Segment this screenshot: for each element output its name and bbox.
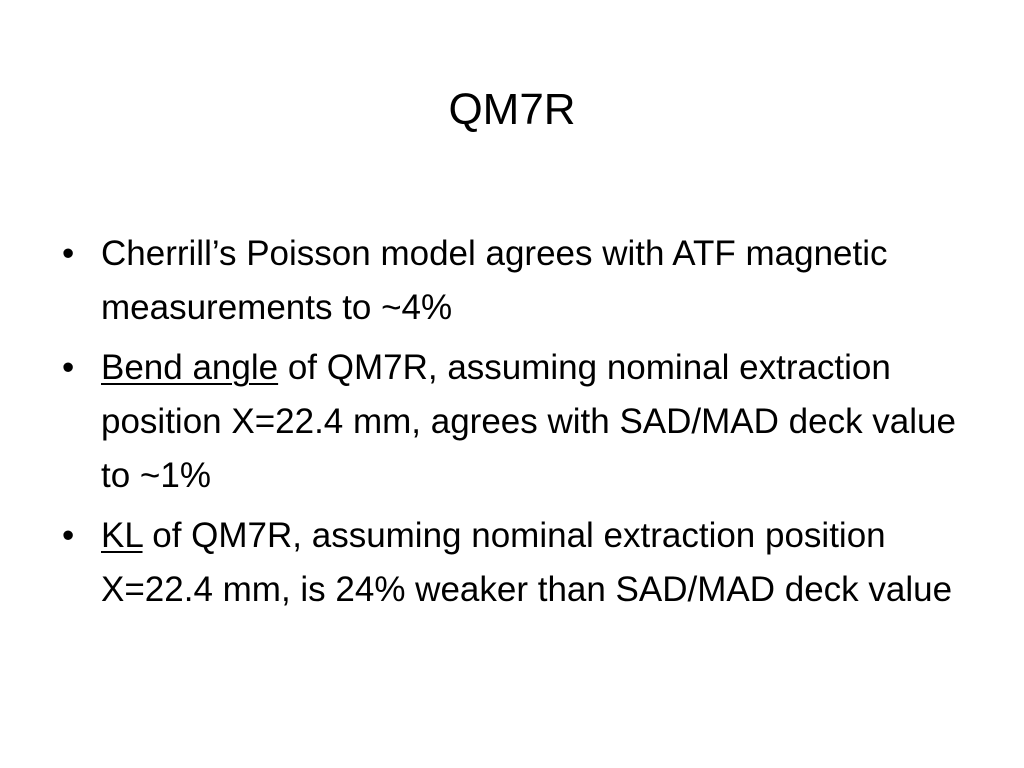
- bullet-marker: •: [62, 348, 75, 387]
- slide-title: QM7R: [448, 85, 576, 134]
- bullet-text: of QM7R, assuming nominal extraction position X=22.4 mm, agrees with SAD/MAD deck value to ~1%: [101, 348, 956, 495]
- bullet-marker: •: [62, 234, 75, 273]
- bullet-list: [62, 227, 962, 623]
- bullet-item-bend-angle: [62, 341, 962, 503]
- bullet-item-kl: [62, 509, 962, 617]
- bullet-term-underlined: Bend angle: [101, 348, 279, 387]
- bullet-item-poisson-model: [62, 227, 962, 335]
- bullet-text: of QM7R, assuming nominal extraction position X=22.4 mm, is 24% weaker than SAD/MAD deck value: [101, 516, 953, 609]
- bullet-marker: •: [62, 516, 75, 555]
- bullet-text: Cherrill’s Poisson model agrees with ATF magnetic measurements to ~4%: [101, 234, 888, 327]
- bullet-term-underlined: KL: [101, 516, 143, 555]
